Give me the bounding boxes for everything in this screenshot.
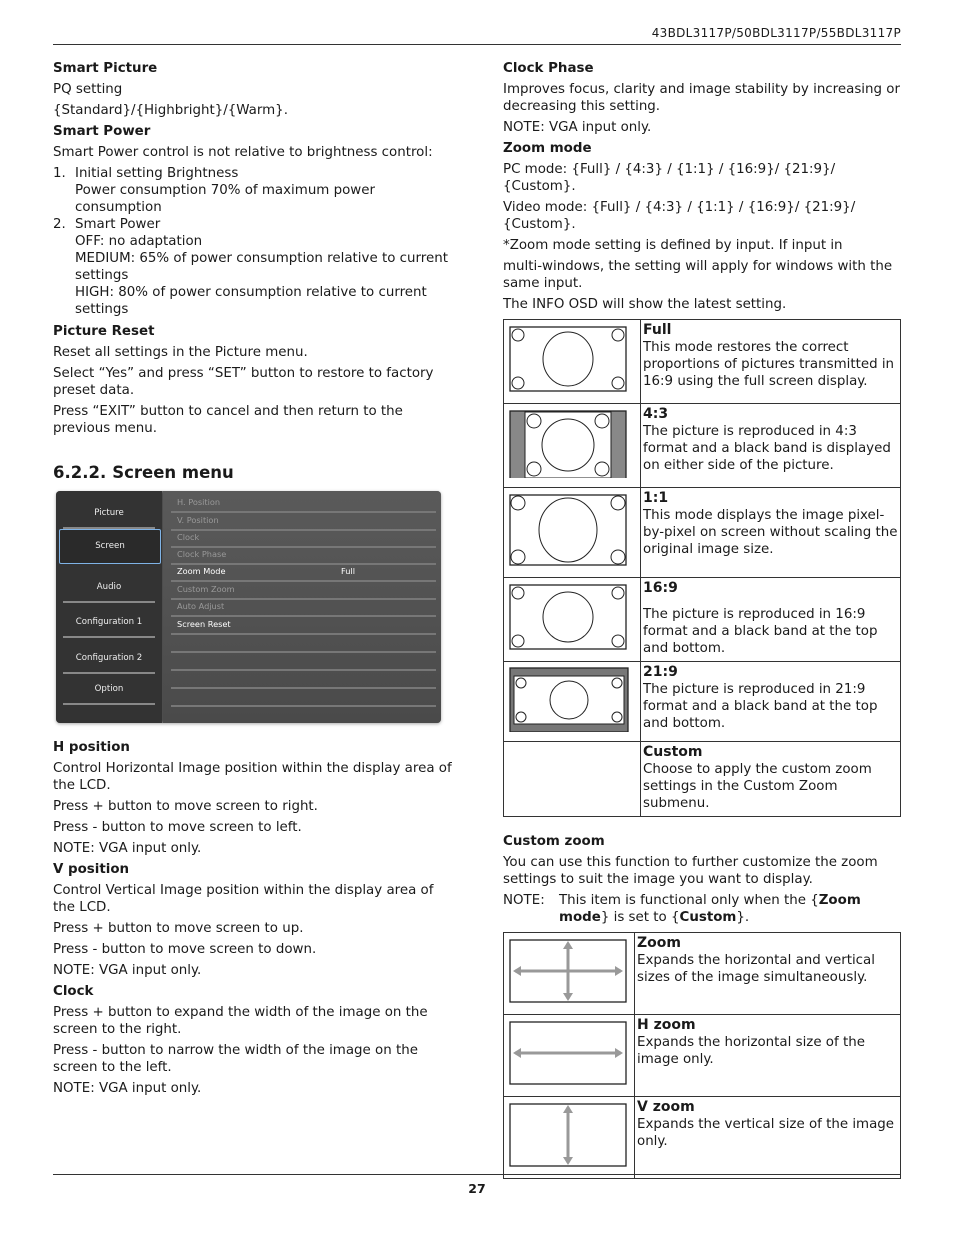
osd-empty-row <box>171 670 436 689</box>
1-1-mode-name: 1:1 <box>643 490 669 506</box>
custom-mode-cell <box>641 742 901 817</box>
osd-menu-configuration-2[interactable]: Configuration 2 <box>59 650 159 666</box>
osd-empty-row <box>171 634 436 653</box>
clock-p3: NOTE: VGA input only. <box>53 1081 202 1096</box>
21-9-mode-desc: The picture is reproduced in 21:9 format and a black band at the top and bottom. <box>643 682 878 731</box>
custom-zoom-heading: Custom zoom <box>503 834 605 849</box>
v-position-p2: Press + button to move screen to up. <box>53 921 304 936</box>
smart-picture-line1: PQ setting <box>53 82 123 97</box>
osd-zoom-mode-value: Full <box>341 566 355 576</box>
h-zoom-cell <box>635 1015 901 1097</box>
h-position-p3: Press - button to move screen to left. <box>53 820 302 835</box>
osd-item-h-position[interactable]: H. Position <box>171 494 436 513</box>
v-position-p4: NOTE: VGA input only. <box>53 963 202 978</box>
1-1-mode-cell <box>641 488 901 578</box>
full-mode-icon <box>507 324 637 394</box>
osd-empty-row <box>171 688 436 707</box>
smart-picture-line2: {Standard}/{Highbright}/{Warm}. <box>53 103 288 118</box>
full-mode-name: Full <box>643 322 672 338</box>
osd-menu-option[interactable]: Option <box>59 681 159 697</box>
custom-mode-illustration <box>504 742 641 817</box>
note-text: This item is functional only when the {Zoom mode} is set to {Custom}. <box>559 893 861 925</box>
zoom-mode-p5: The INFO OSD will show the latest setting. <box>503 297 787 312</box>
h-position-p4: NOTE: VGA input only. <box>53 841 202 856</box>
h-zoom-illustration <box>504 1015 635 1097</box>
custom-mode-name: Custom <box>643 744 703 760</box>
clock-p1: Press + button to expand the width of the image on the screen to the right. <box>53 1005 428 1037</box>
table-row <box>504 320 901 404</box>
v-zoom-arrow-icon <box>507 1101 631 1169</box>
osd-submenu <box>163 491 441 723</box>
left-column <box>53 60 453 1101</box>
smart-power-list <box>53 165 453 318</box>
h-zoom-arrow-icon <box>507 1019 631 1087</box>
smart-power-intro: Smart Power control is not relative to brightness control: <box>53 145 433 160</box>
21-9-mode-cell <box>641 662 901 742</box>
h-zoom-desc: Expands the horizontal size of the image only. <box>637 1035 865 1067</box>
h-position-p2: Press + button to move screen to right. <box>53 799 318 814</box>
21-9-mode-illustration <box>504 662 641 742</box>
table-row <box>504 662 901 742</box>
1-1-mode-desc: This mode displays the image pixel-by-pixel on screen without scaling the original image size. <box>643 508 898 557</box>
clock-p2: Press - button to narrow the width of the image on the screen to the left. <box>53 1043 418 1075</box>
table-row <box>504 1015 901 1097</box>
right-column <box>503 60 901 1189</box>
custom-mode-desc: Choose to apply the custom zoom settings in the Custom Zoom submenu. <box>643 762 872 811</box>
note-label: NOTE: <box>503 893 545 908</box>
footer-rule <box>53 1174 901 1175</box>
4-3-mode-cell <box>641 404 901 488</box>
16-9-mode-illustration <box>504 578 641 662</box>
custom-zoom-table <box>503 932 901 1179</box>
clock-heading: Clock <box>53 984 94 999</box>
zoom-mode-p4: multi-windows, the setting will apply for windows with the same input. <box>503 259 893 291</box>
clock-phase-p1: Improves focus, clarity and image stability by increasing or decreasing this setting. <box>503 82 900 114</box>
clock-phase-heading: Clock Phase <box>503 61 594 76</box>
osd-item-clock[interactable]: Clock <box>171 529 436 548</box>
zoom-illustration <box>504 933 635 1015</box>
21-9-mode-icon <box>507 666 637 732</box>
osd-item-clock-phase[interactable]: Clock Phase <box>171 546 436 565</box>
4-3-mode-name: 4:3 <box>643 406 669 422</box>
picture-reset-p2: Select “Yes” and press “SET” button to restore to factory preset data. <box>53 366 434 398</box>
smart-power-heading: Smart Power <box>53 124 151 139</box>
osd-item-v-position[interactable]: V. Position <box>171 512 436 531</box>
zoom-cell <box>635 933 901 1015</box>
table-row <box>504 933 901 1015</box>
v-zoom-illustration <box>504 1097 635 1179</box>
osd-main-menu <box>56 491 162 723</box>
osd-empty-row <box>171 652 436 671</box>
osd-item-auto-adjust[interactable]: Auto Adjust <box>171 598 436 617</box>
v-zoom-cell <box>635 1097 901 1179</box>
21-9-mode-name: 21:9 <box>643 664 678 680</box>
v-position-p1: Control Vertical Image position within the display area of the LCD. <box>53 883 434 915</box>
16-9-mode-cell <box>641 578 901 662</box>
4-3-mode-illustration <box>504 404 641 488</box>
v-zoom-name: V zoom <box>637 1099 695 1115</box>
v-zoom-desc: Expands the vertical size of the image only. <box>637 1117 895 1149</box>
zoom-name: Zoom <box>637 935 681 951</box>
table-row <box>504 404 901 488</box>
h-position-heading: H position <box>53 740 130 755</box>
table-row <box>504 1097 901 1179</box>
table-row <box>504 742 901 817</box>
custom-zoom-p1: You can use this function to further customize the zoom settings to suit the image you want to display. <box>503 855 878 887</box>
h-zoom-name: H zoom <box>637 1017 696 1033</box>
4-3-mode-icon <box>507 408 637 478</box>
zoom-mode-table <box>503 319 901 817</box>
osd-menu-picture[interactable]: Picture <box>59 505 159 521</box>
16-9-mode-desc: The picture is reproduced in 16:9 format and a black band at the top and bottom. <box>643 607 878 656</box>
full-mode-illustration <box>504 320 641 404</box>
table-row <box>504 488 901 578</box>
list-item: 1. Initial setting Brightness Power consumption 70% of maximum power consumption <box>53 166 375 215</box>
picture-reset-p3: Press “EXIT” button to cancel and then return to the previous menu. <box>53 404 403 436</box>
picture-reset-p1: Reset all settings in the Picture menu. <box>53 345 308 360</box>
h-position-p1: Control Horizontal Image position within the display area of the LCD. <box>53 761 452 793</box>
table-row <box>504 578 901 662</box>
section-title: Screen menu <box>112 463 234 482</box>
v-position-heading: V position <box>53 862 130 877</box>
zoom-mode-p1: PC mode: {Full} / {4:3} / {1:1} / {16:9}/ {21:9}/ {Custom}. <box>503 162 836 194</box>
16-9-mode-icon <box>507 582 637 652</box>
full-mode-desc: This mode restores the correct proportions of pictures transmitted in 16:9 using the full screen display. <box>643 340 895 389</box>
page-number: 27 <box>468 1181 486 1196</box>
zoom-mode-heading: Zoom mode <box>503 141 592 156</box>
16-9-mode-name: 16:9 <box>643 580 678 596</box>
4-3-mode-desc: The picture is reproduced in 4:3 format and a black band is displayed on either side of the picture. <box>643 424 891 473</box>
clock-phase-p2: NOTE: VGA input only. <box>503 120 652 135</box>
osd-zoom-mode-label: Zoom Mode <box>177 566 226 576</box>
smart-picture-heading: Smart Picture <box>53 61 158 76</box>
zoom-mode-p2: Video mode: {Full} / {4:3} / {1:1} / {16:9}/ {21:9}/ {Custom}. <box>503 200 856 232</box>
zoom-desc: Expands the horizontal and vertical sizes of the image simultaneously. <box>637 953 875 985</box>
1-1-mode-icon <box>507 492 637 568</box>
section-number: 6.2.2. <box>53 463 107 482</box>
section-heading <box>53 464 453 481</box>
osd-item-custom-zoom[interactable]: Custom Zoom <box>171 581 436 600</box>
osd-menu-screen[interactable]: Screen <box>59 529 161 564</box>
zoom-both-arrows-icon <box>507 937 631 1005</box>
osd-item-zoom-mode[interactable] <box>171 563 436 582</box>
page-header <box>53 26 901 45</box>
full-mode-cell <box>641 320 901 404</box>
osd-menu-audio[interactable]: Audio <box>59 579 159 595</box>
1-1-mode-illustration <box>504 488 641 578</box>
osd-menu-configuration-1[interactable]: Configuration 1 <box>59 614 159 630</box>
model-number: 43BDL3117P/50BDL3117P/55BDL3117P <box>651 26 901 40</box>
osd-item-screen-reset[interactable]: Screen Reset <box>171 616 436 635</box>
zoom-mode-p3: *Zoom mode setting is defined by input. If input in <box>503 238 843 253</box>
custom-zoom-note <box>503 892 901 926</box>
v-position-p3: Press - button to move screen to down. <box>53 942 317 957</box>
picture-reset-heading: Picture Reset <box>53 324 155 339</box>
list-item: 2. Smart Power OFF: no adaptation MEDIUM: 65% of power consumption relative to current settings HIGH: 80% of power consumption relative to current settings <box>53 217 448 317</box>
screen-menu-osd <box>56 491 441 723</box>
